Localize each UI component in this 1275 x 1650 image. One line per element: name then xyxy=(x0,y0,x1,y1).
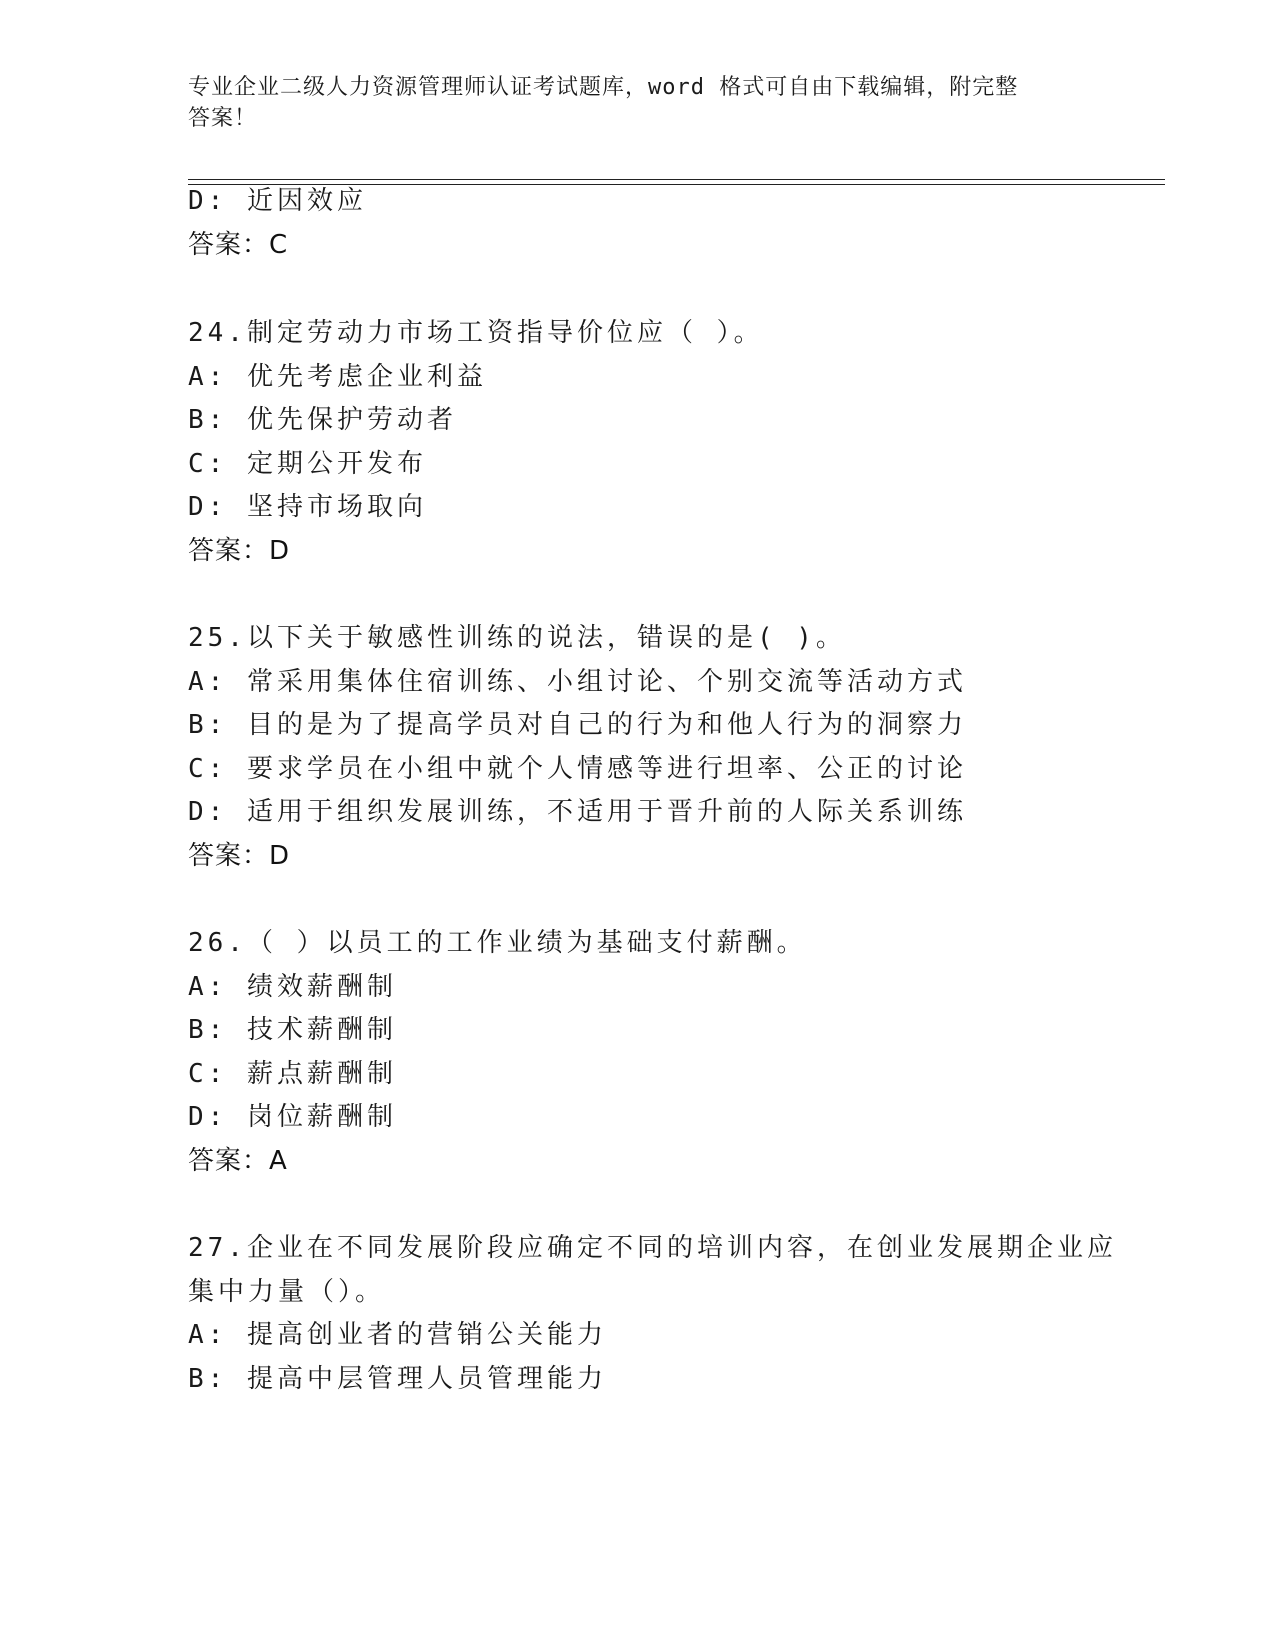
question-24-option-a: A: 优先考虑企业利益 xyxy=(188,362,487,392)
question-27-stem-line-1: 27.企业在不同发展阶段应确定不同的培训内容，在创业发展期企业应 xyxy=(188,1233,1117,1263)
question-27-option-a: A: 提高创业者的营销公关能力 xyxy=(188,1320,607,1350)
prev-option-d: D: 近因效应 xyxy=(188,186,367,216)
question-27-option-b: B: 提高中层管理人员管理能力 xyxy=(188,1364,607,1394)
question-25-answer: 答案：D xyxy=(188,841,291,871)
question-26-stem: 26.（ ）以员工的工作业绩为基础支付薪酬。 xyxy=(188,928,807,958)
question-25-option-a: A: 常采用集体住宿训练、小组讨论、个别交流等活动方式 xyxy=(188,667,967,697)
question-27-stem-line-2: 集中力量（）。 xyxy=(188,1277,386,1307)
header-line-2: 答案！ xyxy=(188,106,258,131)
header-line-1: 专业企业二级人力资源管理师认证考试题库，word 格式可自由下载编辑，附完整 xyxy=(188,75,1019,100)
question-25-option-b: B: 目的是为了提高学员对自己的行为和他人行为的洞察力 xyxy=(188,710,967,740)
question-25-option-c: C: 要求学员在小组中就个人情感等进行坦率、公正的讨论 xyxy=(188,754,967,784)
question-26-option-d: D: 岗位薪酬制 xyxy=(188,1102,397,1132)
question-24-option-d: D: 坚持市场取向 xyxy=(188,492,427,522)
question-26-option-b: B: 技术薪酬制 xyxy=(188,1015,397,1045)
question-26-answer: 答案：A xyxy=(188,1146,288,1176)
question-24-answer: 答案：D xyxy=(188,536,291,566)
question-26-option-c: C: 薪点薪酬制 xyxy=(188,1059,397,1089)
header-divider-top xyxy=(188,179,1165,180)
question-24-option-b: B: 优先保护劳动者 xyxy=(188,405,457,435)
question-25-stem: 25.以下关于敏感性训练的说法，错误的是( )。 xyxy=(188,623,846,653)
question-26-option-a: A: 绩效薪酬制 xyxy=(188,972,397,1002)
question-25-option-d: D: 适用于组织发展训练，不适用于晋升前的人际关系训练 xyxy=(188,797,967,827)
question-24-stem: 24.制定劳动力市场工资指导价位应（ ）。 xyxy=(188,318,764,348)
question-24-option-c: C: 定期公开发布 xyxy=(188,449,427,479)
prev-answer: 答案：C xyxy=(188,230,289,260)
page-header xyxy=(188,72,1088,134)
